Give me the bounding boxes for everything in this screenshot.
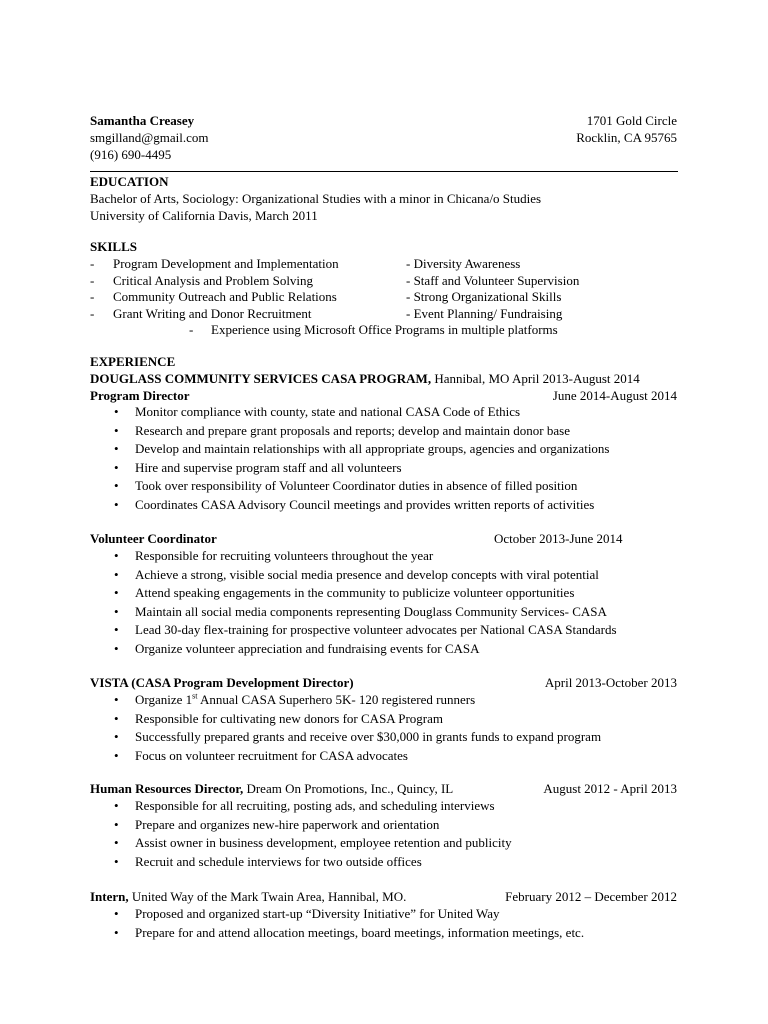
skill-right: - Event Planning/ Fundraising <box>406 306 563 321</box>
job-dates: August 2012 - April 2013 <box>543 781 677 796</box>
org-location-dates: Hannibal, MO April 2013-August 2014 <box>431 371 640 386</box>
email: smgilland@gmail.com <box>90 130 209 145</box>
address-line-1: 1701 Gold Circle <box>586 113 677 128</box>
job-title: VISTA (CASA Program Development Director) <box>90 675 354 690</box>
skill-dash: - <box>90 289 95 304</box>
job-title: Program Director <box>90 388 190 403</box>
job-dates: October 2013-June 2014 <box>494 531 623 546</box>
list-item: • Successfully prepared grants and receive over $30,000 in grants funds to expand program <box>114 728 601 747</box>
list-item: • Organize volunteer appreciation and fundraising events for CASA <box>114 640 617 659</box>
bullet-text: Organize 1 <box>135 692 193 707</box>
list-item: • Responsible for recruiting volunteers throughout the year <box>114 547 617 566</box>
job-bullets <box>114 403 610 514</box>
education-degree: Bachelor of Arts, Sociology: Organizational Studies with a minor in Chicana/o Studies <box>90 191 542 206</box>
job-bullets <box>114 905 584 942</box>
job-bullets <box>114 797 512 871</box>
job-bullets <box>114 691 601 765</box>
list-item: • Focus on volunteer recruitment for CASA advocates <box>114 747 601 766</box>
address-line-2: Rocklin, CA 95765 <box>576 130 677 145</box>
skill-dash: - <box>90 256 95 271</box>
skill-left: Grant Writing and Donor Recruitment <box>113 306 312 321</box>
job-org: Dream On Promotions, Inc., Quincy, IL <box>243 781 454 796</box>
org-line <box>90 370 640 388</box>
list-item: • Lead 30-day flex-training for prospective volunteer advocates per National CASA Standards <box>114 621 617 640</box>
list-item: • Recruit and schedule interviews for two outside offices <box>114 853 512 872</box>
skill-right: - Diversity Awareness <box>406 256 521 271</box>
job-heading <box>90 888 406 906</box>
header-divider <box>90 171 678 172</box>
job-org: United Way of the Mark Twain Area, Hannibal, MO. <box>128 889 407 904</box>
list-item: • Responsible for cultivating new donors for CASA Program <box>114 710 601 729</box>
phone: (916) 690-4495 <box>90 147 172 162</box>
job-title: Human Resources Director, <box>90 781 244 796</box>
skills-heading: SKILLS <box>90 239 137 254</box>
list-item: • Attend speaking engagements in the community to publicize volunteer opportunities <box>114 584 617 603</box>
ordinal-suffix: st <box>192 691 198 701</box>
skill-left: Community Outreach and Public Relations <box>113 289 337 304</box>
skill-dash: - <box>90 273 95 288</box>
list-item: • Prepare and organizes new-hire paperwork and orientation <box>114 816 512 835</box>
list-item: • Assist owner in business development, employee retention and publicity <box>114 834 512 853</box>
skill-last: Experience using Microsoft Office Programs in multiple platforms <box>211 322 558 337</box>
skill-row <box>90 272 690 289</box>
experience-heading: EXPERIENCE <box>90 354 176 369</box>
skill-left: Program Development and Implementation <box>113 256 339 271</box>
skill-row <box>90 305 690 322</box>
skill-dash: - <box>90 306 95 321</box>
job-title: Intern, <box>90 889 129 904</box>
education-school: University of California Davis, March 2011 <box>90 208 318 223</box>
list-item: • Hire and supervise program staff and all volunteers <box>114 459 610 478</box>
list-item: • Responsible for all recruiting, posting ads, and scheduling interviews <box>114 797 512 816</box>
list-item: • Prepare for and attend allocation meetings, board meetings, information meetings, etc. <box>114 924 584 943</box>
job-title: Volunteer Coordinator <box>90 531 217 546</box>
skill-last-dash: - <box>189 322 194 337</box>
list-item: • Proposed and organized start-up “Diversity Initiative” for United Way <box>114 905 584 924</box>
list-item: • Maintain all social media components representing Douglass Community Services- CASA <box>114 603 617 622</box>
org-name: DOUGLASS COMMUNITY SERVICES CASA PROGRAM, <box>90 371 432 386</box>
skill-row <box>90 255 690 272</box>
list-item <box>114 691 601 710</box>
list-item: • Monitor compliance with county, state and national CASA Code of Ethics <box>114 403 610 422</box>
job-dates: February 2012 – December 2012 <box>505 889 677 904</box>
job-bullets <box>114 547 617 658</box>
skill-right: - Strong Organizational Skills <box>406 289 562 304</box>
skill-row <box>90 288 690 305</box>
list-item: • Research and prepare grant proposals and reports; develop and maintain donor base <box>114 422 610 441</box>
bullet-text: Annual CASA Superhero 5K- 120 registered runners <box>197 692 476 707</box>
skill-right: - Staff and Volunteer Supervision <box>406 273 580 288</box>
job-heading <box>90 780 453 798</box>
skill-left: Critical Analysis and Problem Solving <box>113 273 314 288</box>
list-item: • Develop and maintain relationships with all appropriate groups, agencies and organizations <box>114 440 610 459</box>
list-item: • Took over responsibility of Volunteer Coordinator duties in absence of filled position <box>114 477 610 496</box>
job-dates: June 2014-August 2014 <box>552 388 677 403</box>
list-item: • Coordinates CASA Advisory Council meetings and provides written reports of activities <box>114 496 610 515</box>
list-item: • Achieve a strong, visible social media presence and develop concepts with viral potential <box>114 566 617 585</box>
job-dates: April 2013-October 2013 <box>544 675 677 690</box>
education-heading: EDUCATION <box>90 174 169 189</box>
candidate-name: Samantha Creasey <box>90 113 195 128</box>
